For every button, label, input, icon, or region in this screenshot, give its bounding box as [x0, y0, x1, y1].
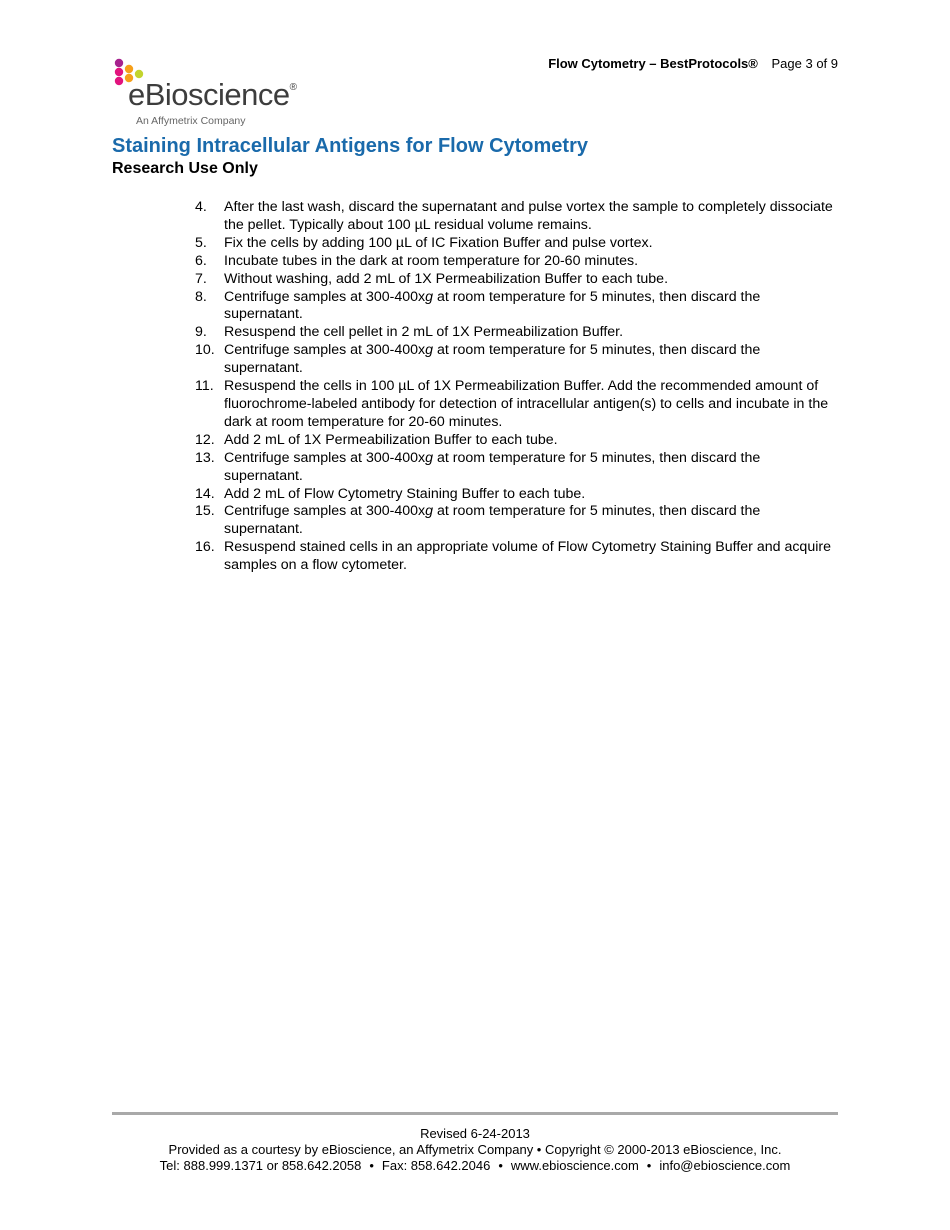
step-text-part: Resuspend stained cells in an appropriate volume of Flow Cytometry Staining Buffer and acquire samples on a flow cytometer.: [224, 539, 831, 574]
footer-separator: •: [498, 1158, 503, 1173]
step-number: 12.: [195, 431, 215, 448]
page-footer: [0, 1126, 950, 1174]
logo-registered-mark: ®: [289, 82, 297, 93]
protocol-steps-list: [195, 199, 840, 575]
logo-wordmark-text: eBioscience: [128, 77, 290, 112]
footer-separator: •: [369, 1158, 374, 1173]
logo-dot-orange: [125, 65, 133, 73]
logo-dot-magenta-2: [115, 77, 123, 85]
step-number: 10.: [195, 342, 215, 359]
footer-revised: Revised 6-24-2013: [420, 1126, 530, 1141]
document-title: Flow Cytometry – BestProtocols®: [548, 56, 758, 71]
footer-divider: [112, 1112, 838, 1115]
step-number: 8.: [195, 288, 207, 305]
step-text: [224, 503, 760, 537]
ebioscience-logo: [112, 58, 312, 130]
step-text: [224, 324, 623, 340]
step-text: [224, 253, 638, 269]
step-text-part: Centrifuge samples at 300-400x: [224, 503, 426, 520]
step-text-italic: g: [425, 449, 433, 466]
protocol-step: [195, 253, 840, 271]
step-number: 7.: [195, 270, 207, 287]
step-number: 6.: [195, 252, 207, 269]
footer-separator: •: [646, 1158, 652, 1173]
protocol-step: [195, 486, 840, 504]
logo-tagline: An Affymetrix Company: [136, 115, 246, 127]
step-text-italic: g: [425, 503, 433, 520]
step-text-italic: g: [425, 342, 433, 359]
protocol-step: [195, 271, 840, 289]
step-text: [224, 235, 653, 251]
step-text-part: at room temperature for 5 minutes, then discard the supernatant.: [224, 503, 761, 538]
step-text: [224, 539, 831, 573]
step-text: [224, 450, 760, 484]
page-indicator: Page 3 of 9: [771, 56, 838, 71]
footer-contacts: [0, 1158, 950, 1174]
step-text-part: Centrifuge samples at 300-400x: [224, 288, 426, 305]
step-text-part: Centrifuge samples at 300-400x: [224, 342, 426, 359]
step-number: 5.: [195, 234, 207, 251]
step-number: 4.: [195, 199, 207, 215]
step-text-part: Resuspend the cells in 100 µL of 1X Permeabilization Buffer. Add the recommended amount of fluorochrome-labeled antibody for detection of intracellular antigen(s) to cells and incubate in the dark at room temperature for 20-60 minutes.: [224, 378, 829, 430]
footer-fax: Fax: 858.642.2046: [381, 1158, 491, 1173]
step-number: 11.: [195, 378, 214, 395]
protocol-step: [195, 539, 840, 575]
protocol-step: [195, 199, 840, 235]
protocol-step: [195, 342, 840, 378]
step-text: [224, 378, 828, 430]
logo-dot-magenta-1: [115, 68, 123, 76]
logo-dot-purple: [115, 59, 123, 67]
protocol-step: [195, 289, 840, 325]
step-text-part: at room temperature for 5 minutes, then discard the supernatant.: [224, 449, 761, 484]
footer-phone: Tel: 888.999.1371 or 858.642.2058: [159, 1158, 362, 1173]
protocol-step: [195, 503, 840, 539]
page-subtitle: Research Use Only: [112, 160, 258, 177]
step-text: [224, 199, 833, 233]
step-number: 14.: [195, 485, 215, 502]
page-header: [548, 56, 838, 71]
protocol-step: [195, 324, 840, 342]
step-text: [224, 271, 668, 287]
protocol-step: [195, 432, 840, 450]
step-text-part: at room temperature for 5 minutes, then discard the supernatant.: [224, 342, 761, 377]
step-text-part: Centrifuge samples at 300-400x: [224, 449, 426, 466]
step-text-part: Without washing, add 2 mL of 1X Permeabilization Buffer to each tube.: [224, 270, 669, 287]
logo-wordmark: [128, 77, 297, 113]
step-text-part: Add 2 mL of 1X Permeabilization Buffer to each tube.: [224, 431, 558, 448]
protocol-step: [195, 378, 840, 432]
step-text-part: Resuspend the cell pellet in 2 mL of 1X Permeabilization Buffer.: [224, 324, 624, 341]
step-number: 9.: [195, 324, 207, 341]
step-text-italic: g: [425, 288, 433, 305]
step-text: [224, 342, 760, 376]
step-number: 13.: [195, 449, 215, 466]
page-title: Staining Intracellular Antigens for Flow Cytometry: [112, 135, 588, 157]
step-text-part: Fix the cells by adding 100 µL of IC Fixation Buffer and pulse vortex.: [224, 234, 653, 251]
step-text: [224, 432, 558, 448]
footer-website: www.ebioscience.com: [510, 1158, 639, 1173]
step-text-part: Incubate tubes in the dark at room temperature for 20-60 minutes.: [224, 252, 639, 269]
step-text-part: After the last wash, discard the supernatant and pulse vortex the sample to completely dissociate the pellet. Typically about 100 µL residual volume remains.: [224, 199, 833, 233]
footer-email: info@ebioscience.com: [659, 1158, 791, 1173]
protocol-step: [195, 235, 840, 253]
step-number: 15.: [195, 503, 215, 520]
step-text: [224, 486, 585, 502]
step-text: [224, 289, 760, 323]
step-number: 16.: [195, 539, 215, 556]
step-text-part: at room temperature for 5 minutes, then discard the supernatant.: [224, 288, 761, 323]
step-text-part: Add 2 mL of Flow Cytometry Staining Buffer to each tube.: [224, 485, 586, 502]
protocol-step: [195, 450, 840, 486]
footer-courtesy: Provided as a courtesy by eBioscience, an Affymetrix Company • Copyright © 2000-2013 eBioscience, Inc.: [168, 1142, 782, 1157]
